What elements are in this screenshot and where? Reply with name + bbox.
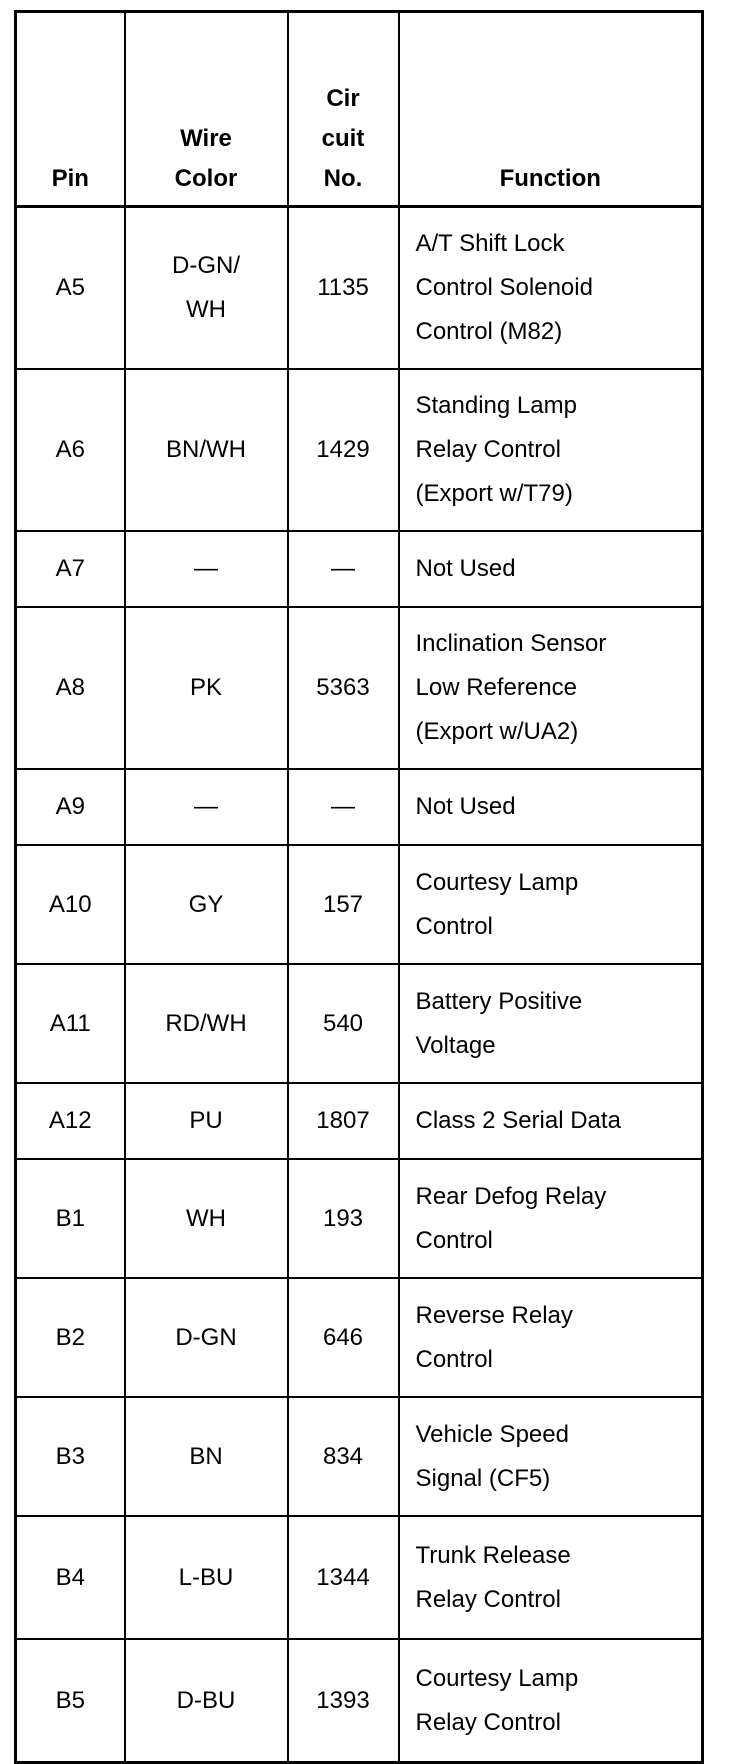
function-cell: Rear Defog Relay Control: [399, 1159, 703, 1278]
table-row: [16, 369, 703, 531]
table-row: [16, 1159, 703, 1278]
pin-cell: A12: [16, 1083, 125, 1159]
pin-cell: A10: [16, 845, 125, 964]
table-row: [16, 1639, 703, 1763]
function-cell: Class 2 Serial Data: [399, 1083, 703, 1159]
circuit-cell: 1393: [288, 1639, 399, 1763]
wire-color-cell: —: [125, 769, 288, 845]
function-cell: A/T Shift Lock Control Solenoid Control (M82): [399, 207, 703, 370]
wire-color-cell: D-BU: [125, 1639, 288, 1763]
pin-cell: B3: [16, 1397, 125, 1516]
table-row: [16, 769, 703, 845]
table-row: [16, 607, 703, 769]
function-cell: Courtesy Lamp Relay Control: [399, 1639, 703, 1763]
wire-color-cell: RD/WH: [125, 964, 288, 1083]
wire-color-cell: WH: [125, 1159, 288, 1278]
circuit-cell: 1429: [288, 369, 399, 531]
circuit-cell: 646: [288, 1278, 399, 1397]
function-cell: Standing Lamp Relay Control (Export w/T79): [399, 369, 703, 531]
function-cell: Reverse Relay Control: [399, 1278, 703, 1397]
header-function: Function: [399, 12, 703, 207]
pin-cell: A11: [16, 964, 125, 1083]
function-cell: Trunk Release Relay Control: [399, 1516, 703, 1639]
table-row: [16, 531, 703, 607]
wire-color-cell: BN: [125, 1397, 288, 1516]
pin-cell: A5: [16, 207, 125, 370]
circuit-cell: 1807: [288, 1083, 399, 1159]
circuit-cell: 157: [288, 845, 399, 964]
header-wire-color: Wire Color: [125, 12, 288, 207]
table-row: [16, 1516, 703, 1639]
header-row: [16, 12, 703, 207]
table-row: [16, 207, 703, 370]
wire-color-cell: D-GN/ WH: [125, 207, 288, 370]
circuit-cell: 1135: [288, 207, 399, 370]
pin-cell: B5: [16, 1639, 125, 1763]
pin-cell: A8: [16, 607, 125, 769]
circuit-cell: 834: [288, 1397, 399, 1516]
circuit-cell: 540: [288, 964, 399, 1083]
wire-color-cell: BN/WH: [125, 369, 288, 531]
function-cell: Vehicle Speed Signal (CF5): [399, 1397, 703, 1516]
wire-color-cell: —: [125, 531, 288, 607]
connector-pin-table: [14, 10, 704, 1764]
wire-color-cell: PU: [125, 1083, 288, 1159]
pin-cell: B2: [16, 1278, 125, 1397]
circuit-cell: 5363: [288, 607, 399, 769]
function-cell: Inclination Sensor Low Reference (Export w/UA2): [399, 607, 703, 769]
function-cell: Courtesy Lamp Control: [399, 845, 703, 964]
function-cell: Not Used: [399, 769, 703, 845]
header-pin: Pin: [16, 12, 125, 207]
pin-cell: A7: [16, 531, 125, 607]
circuit-cell: —: [288, 531, 399, 607]
circuit-cell: 193: [288, 1159, 399, 1278]
pin-cell: B1: [16, 1159, 125, 1278]
pin-cell: A9: [16, 769, 125, 845]
circuit-cell: 1344: [288, 1516, 399, 1639]
table-row: [16, 964, 703, 1083]
table-row: [16, 845, 703, 964]
table-row: [16, 1083, 703, 1159]
circuit-cell: —: [288, 769, 399, 845]
table-row: [16, 1397, 703, 1516]
function-cell: Not Used: [399, 531, 703, 607]
wire-color-cell: L-BU: [125, 1516, 288, 1639]
header-circuit-no: Cir cuit No.: [288, 12, 399, 207]
function-cell: Battery Positive Voltage: [399, 964, 703, 1083]
table-row: [16, 1278, 703, 1397]
wire-color-cell: D-GN: [125, 1278, 288, 1397]
pin-cell: A6: [16, 369, 125, 531]
wire-color-cell: PK: [125, 607, 288, 769]
wire-color-cell: GY: [125, 845, 288, 964]
pin-cell: B4: [16, 1516, 125, 1639]
